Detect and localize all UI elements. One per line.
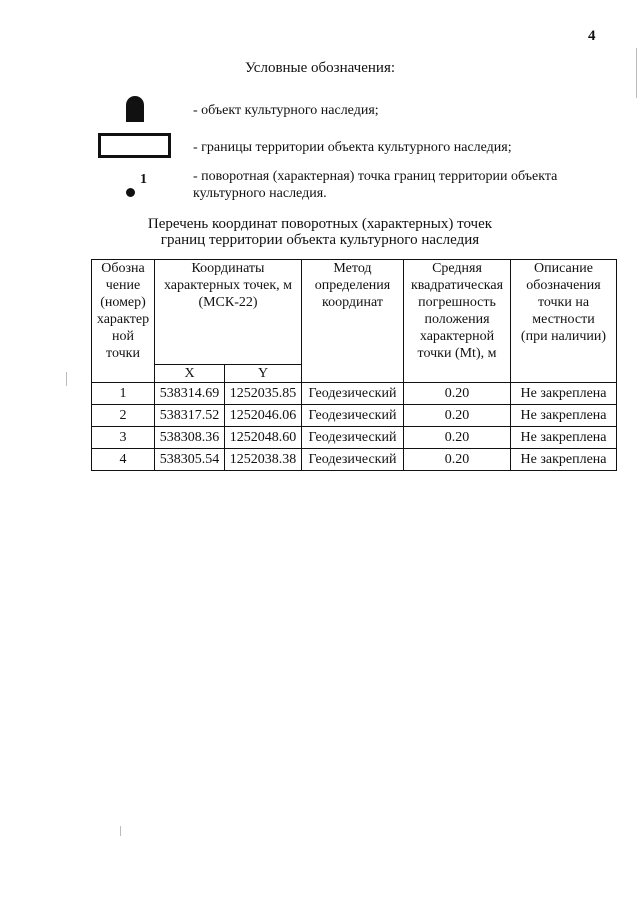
cell-description: Не закреплена	[511, 427, 617, 449]
heritage-object-icon	[126, 96, 144, 122]
table-row	[92, 449, 617, 471]
cell-error: 0.20	[404, 405, 511, 427]
header-x: X	[155, 365, 225, 383]
turning-point-icon	[126, 188, 135, 197]
table-title-line1: Перечень координат поворотных (характерных) точек	[147, 216, 493, 232]
cell-number: 2	[92, 405, 155, 427]
cell-error: 0.20	[404, 383, 511, 405]
cell-method: Геодезический	[302, 449, 404, 471]
table-title	[0, 216, 640, 248]
scan-edge-mark	[636, 48, 637, 98]
table-row	[92, 383, 617, 405]
coordinates-table	[91, 259, 617, 471]
territory-boundary-icon	[98, 133, 171, 158]
header-error: Средняя квадратическая погрешность положения характерной точки (Mt), м	[404, 260, 511, 383]
cell-number: 3	[92, 427, 155, 449]
cell-number: 4	[92, 449, 155, 471]
header-coordinates: Координаты характерных точек, м (МСК-22)	[155, 260, 302, 365]
cell-x: 538308.36	[155, 427, 225, 449]
turning-point-label: 1	[140, 172, 147, 187]
page-number: 4	[588, 28, 596, 44]
cell-description: Не закреплена	[511, 449, 617, 471]
table-title-line2: границ территории объекта культурного наследия	[160, 232, 480, 248]
cell-description: Не закреплена	[511, 405, 617, 427]
cell-description: Не закреплена	[511, 383, 617, 405]
header-method: Метод определения координат	[302, 260, 404, 383]
cell-x: 538305.54	[155, 449, 225, 471]
legend-title: Условные обозначения:	[244, 60, 396, 76]
legend-turning-point-line1: - поворотная (характерная) точка границ территории объекта	[193, 169, 558, 184]
cell-y: 1252035.85	[225, 383, 302, 405]
legend-heritage-object: - объект культурного наследия;	[193, 103, 379, 118]
cell-x: 538317.52	[155, 405, 225, 427]
scan-margin-mark	[120, 826, 121, 836]
cell-method: Геодезический	[302, 383, 404, 405]
cell-error: 0.20	[404, 427, 511, 449]
cell-x: 538314.69	[155, 383, 225, 405]
cell-y: 1252038.38	[225, 449, 302, 471]
cell-method: Геодезический	[302, 405, 404, 427]
table-row	[92, 405, 617, 427]
cell-y: 1252048.60	[225, 427, 302, 449]
table-row	[92, 427, 617, 449]
header-y: Y	[225, 365, 302, 383]
header-description: Описание обозначения точки на местности (при наличии)	[511, 260, 617, 383]
legend-territory-boundary: - границы территории объекта культурного наследия;	[193, 140, 512, 155]
cell-y: 1252046.06	[225, 405, 302, 427]
cell-number: 1	[92, 383, 155, 405]
scan-margin-mark	[66, 372, 67, 386]
legend-turning-point	[193, 168, 557, 202]
cell-method: Геодезический	[302, 427, 404, 449]
legend-turning-point-line2: культурного наследия.	[193, 186, 327, 201]
cell-error: 0.20	[404, 449, 511, 471]
header-designation: Обозна чение (номер) характер ной точки	[92, 260, 155, 383]
